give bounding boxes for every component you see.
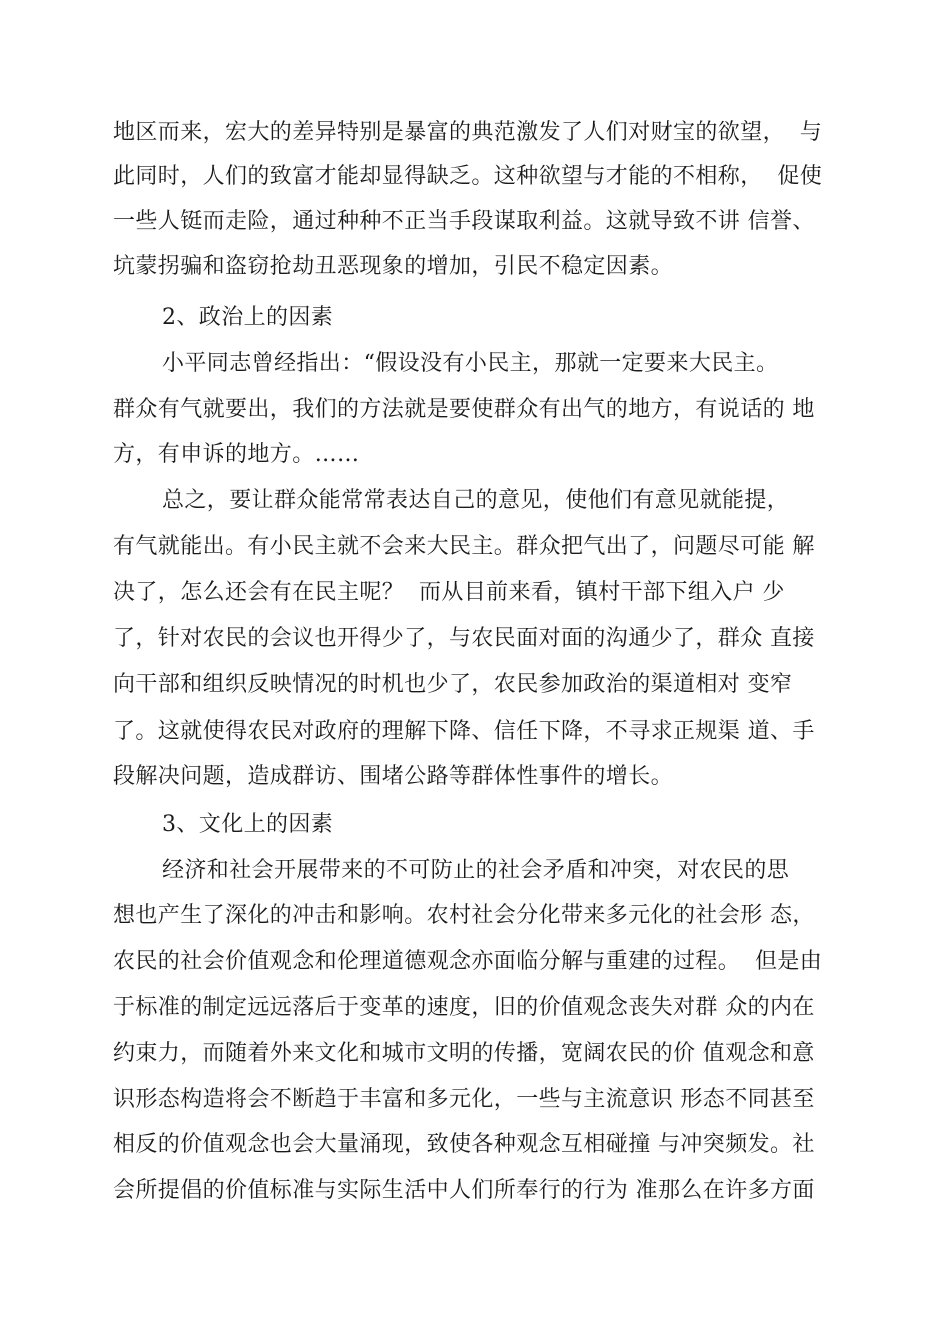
text-line: 有气就能出。有小民主就不会来大民主。群众把气出了，问题尽可能 解 bbox=[113, 534, 815, 559]
text-line: 了，针对农民的会议也开得少了，与农民面对面的沟通少了，群众 直接 bbox=[113, 626, 815, 651]
text-line: 群众有气就要出，我们的方法就是要使群众有出气的地方，有说话的 地 bbox=[113, 397, 815, 422]
text-line: 段解决问题，造成群访、围堵公路等群体性事件的增长。 bbox=[113, 764, 674, 789]
text-line: 方，有申诉的地方。…… bbox=[113, 442, 360, 467]
text-line: 决了，怎么还会有在民主呢？ 而从目前来看，镇村干部下组入户 少 bbox=[113, 580, 785, 605]
text-line: 农民的社会价值观念和伦理道德观念亦面临分解与重建的过程。 但是由 bbox=[113, 949, 823, 974]
text-line: 了。这就使得农民对政府的理解下降、信任下降，不寻求正规渠 道、手 bbox=[113, 719, 815, 744]
text-line: 约束力，而随着外来文化和城市文明的传播，宽阔农民的价 值观念和意 bbox=[113, 1041, 815, 1066]
text-line: 于标准的制定远远落后于变革的速度，旧的价值观念丧失对群 众的内在 bbox=[113, 995, 815, 1020]
text-line: 向干部和组织反映情况的时机也少了，农民参加政治的渠道相对 变窄 bbox=[113, 672, 793, 697]
text-line: 识形态构造将会不断趋于丰富和多元化，一些与主流意识 形态不同甚至 bbox=[113, 1087, 815, 1112]
text-line: 想也产生了深化的冲击和影响。农村社会分化带来多元化的社会形 态， bbox=[113, 903, 815, 928]
text-line: 总之，要让群众能常常表达自己的意见，使他们有意见就能提， bbox=[162, 488, 790, 513]
text-line: 坑蒙拐骗和盗窃抢劫丑恶现象的增加，引民不稳定因素。 bbox=[113, 254, 674, 279]
text-line: 地区而来，宏大的差异特别是暴富的典范激发了人们对财宝的欲望， 与 bbox=[113, 120, 823, 145]
text-line: 此同时，人们的致富才能却显得缺乏。这种欲望与才能的不相称， 促使 bbox=[113, 164, 823, 189]
text-line: 小平同志曾经指出：“假设没有小民主，那就一定要来大民主。 bbox=[162, 351, 779, 376]
section-heading: 2、政治上的因素 bbox=[162, 305, 334, 330]
text-line: 经济和社会开展带来的不可防止的社会矛盾和冲突，对农民的思 bbox=[162, 858, 790, 883]
section-heading: 3、文化上的因素 bbox=[162, 812, 334, 837]
text-line: 相反的价值观念也会大量涌现，致使各种观念互相碰撞 与冲突频发。社 bbox=[113, 1132, 815, 1157]
text-line: 一些人铤而走险，通过种种不正当手段谋取利益。这就导致不讲 信誉、 bbox=[113, 209, 815, 234]
text-line: 会所提倡的价值标准与实际生活中人们所奉行的行为 准那么在许多方面 bbox=[113, 1178, 815, 1203]
